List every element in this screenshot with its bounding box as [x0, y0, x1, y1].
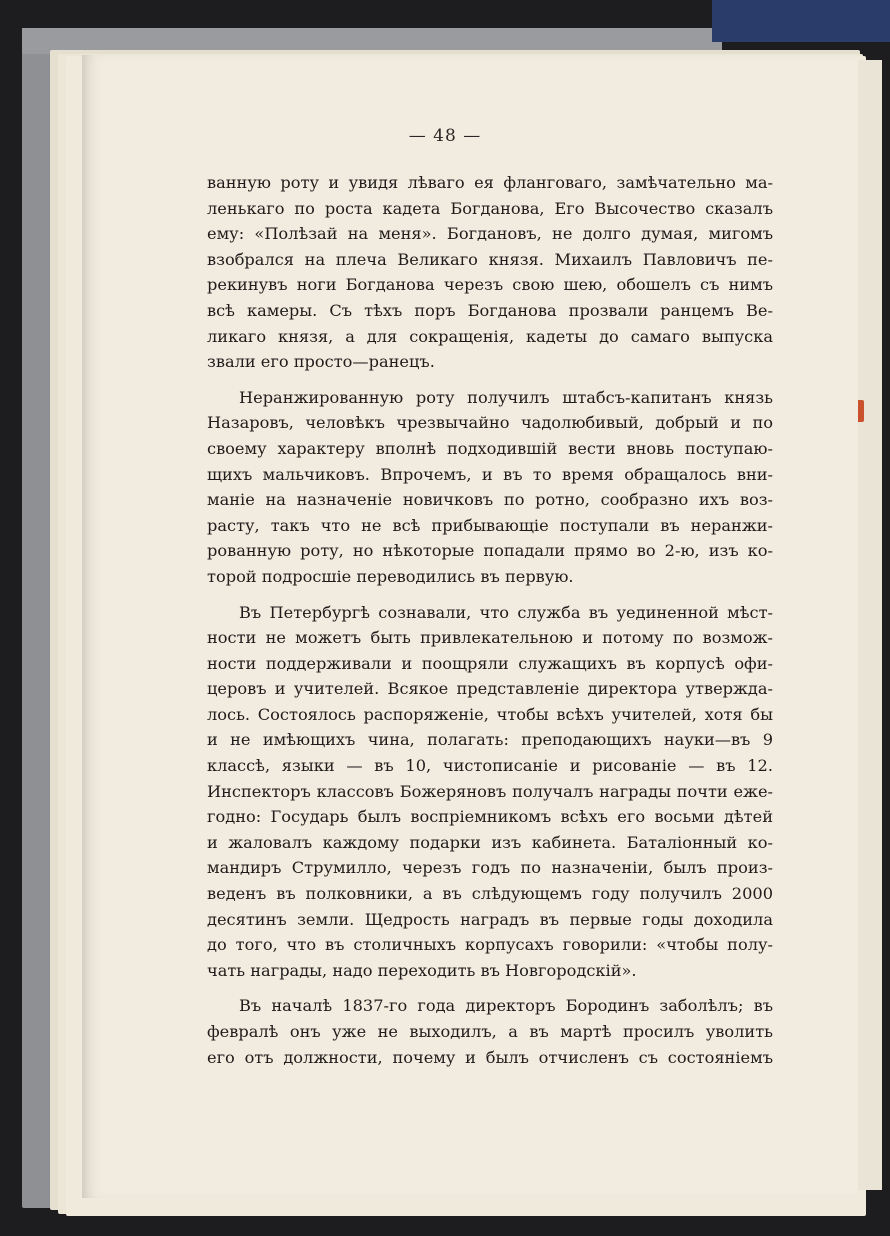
text-line: лось. Состоялось распоряженіе, чтобы всѣхъ учителей, хотя бы [207, 704, 773, 724]
text-line: расту, такъ что не всѣ прибывающіе поступали въ неранжи- [207, 515, 773, 535]
book-cover-corner [712, 0, 890, 42]
text-line: щихъ мальчиковъ. Впрочемъ, и въ то время обращалось вни- [207, 464, 773, 484]
text-line: веденъ въ полковники, а въ слѣдующемъ году получилъ 2000 [207, 884, 773, 904]
text-line: мандиръ Струмилло, черезъ годъ по назначеніи, былъ произ- [207, 858, 773, 878]
text-line: чать награды, надо переходить въ Новгородскій». [207, 960, 637, 980]
text-line: десятинъ земли. Щедрость наградъ въ первые годы доходила [207, 909, 773, 929]
text-line: рекинувъ ноги Богданова черезъ свою шею, обошелъ съ нимъ [207, 275, 773, 295]
text-line: звали его просто—ранецъ. [207, 352, 435, 372]
text-line: Въ началѣ 1837-го года директоръ Бородинъ заболѣлъ; въ [239, 996, 773, 1016]
text-line: Въ Петербургѣ сознавали, что служба въ уединенной мѣст- [239, 602, 773, 622]
text-line: рованную роту, но нѣкоторые попадали прямо во 2-ю, изъ ко- [207, 541, 773, 561]
text-line: ности поддерживали и поощряли служащихъ въ корпусѣ офи- [207, 653, 773, 673]
text-line: ему: «Полѣзай на меня». Богдановъ, не долго думая, мигомъ [207, 224, 773, 244]
text-line: его отъ должности, почему и былъ отчисленъ съ состояніемъ [207, 1047, 773, 1067]
text-line: взобрался на плеча Великаго князя. Михаилъ Павловичъ пе- [207, 249, 773, 269]
text-line: своему характеру вполнѣ подходившій вести вновь поступаю- [207, 438, 773, 458]
text-line: ликаго князя, а для сокращенія, кадеты до самаго выпуска [207, 326, 773, 346]
text-line: Инспекторъ классовъ Божеряновъ получалъ награды почти еже- [207, 781, 773, 801]
text-line: классѣ, языки — въ 10, чистописаніе и рисованіе — въ 12. [207, 756, 773, 776]
text-line: всѣ камеры. Съ тѣхъ поръ Богданова прозвали ранцемъ Ве- [207, 300, 773, 320]
text-line: и не имѣющихъ чина, полагать: преподающихъ науки—въ 9 [207, 730, 773, 750]
page-body [207, 170, 773, 1070]
text-line: до того, что въ столичныхъ корпусахъ говорили: «чтобы полу- [207, 935, 773, 955]
text-line: Назаровъ, человѣкъ чрезвычайно чадолюбивый, добрый и по [207, 413, 773, 433]
text-line: и жаловалъ каждому подарки изъ кабинета. Баталіонный ко- [207, 832, 773, 852]
text-line: годно: Государь былъ воспріемникомъ всѣхъ его восьми дѣтей [207, 807, 773, 827]
text-line: ности не можетъ быть привлекательною и потому по возмож- [207, 628, 773, 648]
page-number: — 48 — [408, 126, 482, 146]
text-line: торой подросшіе переводились въ первую. [207, 566, 574, 586]
text-line: церовъ и учителей. Всякое представленіе директора утвержда- [207, 679, 773, 699]
text-line: ленькаго по роста кадета Богданова, Его Высочество сказалъ [207, 198, 773, 218]
text-line: февралѣ онъ уже не выходилъ, а въ мартѣ просилъ уволить [207, 1022, 773, 1041]
text-line: Неранжированную роту получилъ штабсъ-капитанъ князь [239, 387, 773, 407]
text-line: ванную роту и увидя лѣваго ея фланговаго, замѣчательно ма- [207, 173, 773, 192]
text-line: маніе на назначеніе новичковъ по ротно, сообразно ихъ воз- [207, 490, 773, 510]
